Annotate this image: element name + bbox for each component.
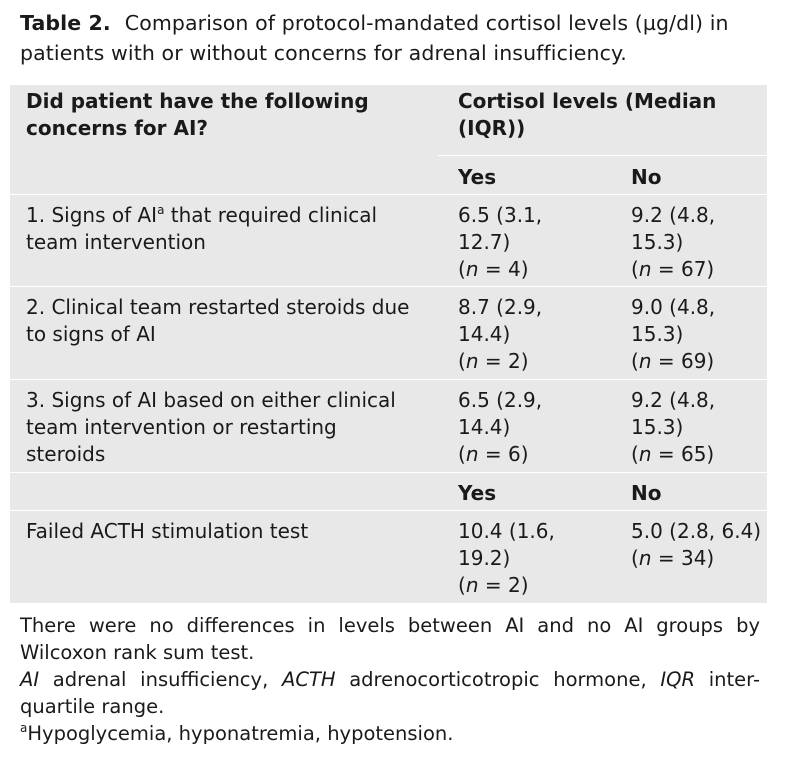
table-caption xyxy=(20,8,770,68)
row-3-rule xyxy=(10,472,767,473)
header-subrule xyxy=(438,155,767,156)
table-label: Table 2. xyxy=(20,11,111,35)
footnote-a-mark: a xyxy=(157,203,165,217)
row-2-rule xyxy=(10,379,767,380)
note-abbreviations: AI adrenal insufficiency, ACTH adrenocorticotropic hormone, IQR inter-quartile range. xyxy=(20,668,760,718)
acth-row-label: Failed ACTH stimulation test xyxy=(26,519,309,543)
header-concerns: Did patient have the following concerns for AI? xyxy=(26,89,369,140)
row-2-label: 2. Clinical team restarted steroids due to signs of AI xyxy=(26,295,410,346)
header-yes: Yes xyxy=(458,165,497,189)
acth-row-no: 5.0 (2.8, 6.4) (n = 34) xyxy=(631,519,762,570)
header-no: No xyxy=(631,165,662,189)
row-1-label: 1. Signs of $AI^a$ that required clinical team intervention xyxy=(26,203,378,254)
note-wilcoxon: There were no differences in levels between AI and no AI groups by Wilcoxon rank sum test. xyxy=(20,614,760,664)
header-rule xyxy=(10,194,767,195)
acth-row-yes: 10.4 (1.6, 19.2) (n = 2) xyxy=(458,519,555,597)
acth-header-rule xyxy=(10,510,767,511)
row-2-no: 9.0 (4.8, 15.3) (n = 69) xyxy=(631,295,716,373)
row-3-no: 9.2 (4.8, 15.3) (n = 65) xyxy=(631,388,716,466)
note-footnote-a: $^a$Hypoglycemia, hyponatremia, hypotension. xyxy=(20,721,454,745)
row-3-yes: 6.5 (2.9, 14.4) (n = 6) xyxy=(458,388,543,466)
acth-header-yes: Yes xyxy=(458,481,497,505)
data-table xyxy=(10,85,767,603)
acth-header-no: No xyxy=(631,481,662,505)
row-1-no: 9.2 (4.8, 15.3) (n = 67) xyxy=(631,203,716,281)
row-1-rule xyxy=(10,286,767,287)
caption-text: Comparison of protocol-mandated cortisol levels (µg/dl) in patients with or without concerns for adrenal insufficiency. xyxy=(20,11,729,65)
header-cortisol: Cortisol levels (Median (IQR)) xyxy=(458,89,717,140)
row-3-label: 3. Signs of AI based on either clinical team intervention or restarting steroids xyxy=(26,388,396,466)
row-1-yes: 6.5 (3.1, 12.7) (n = 4) xyxy=(458,203,543,281)
table-notes xyxy=(20,612,760,747)
row-2-yes: 8.7 (2.9, 14.4) (n = 2) xyxy=(458,295,543,373)
